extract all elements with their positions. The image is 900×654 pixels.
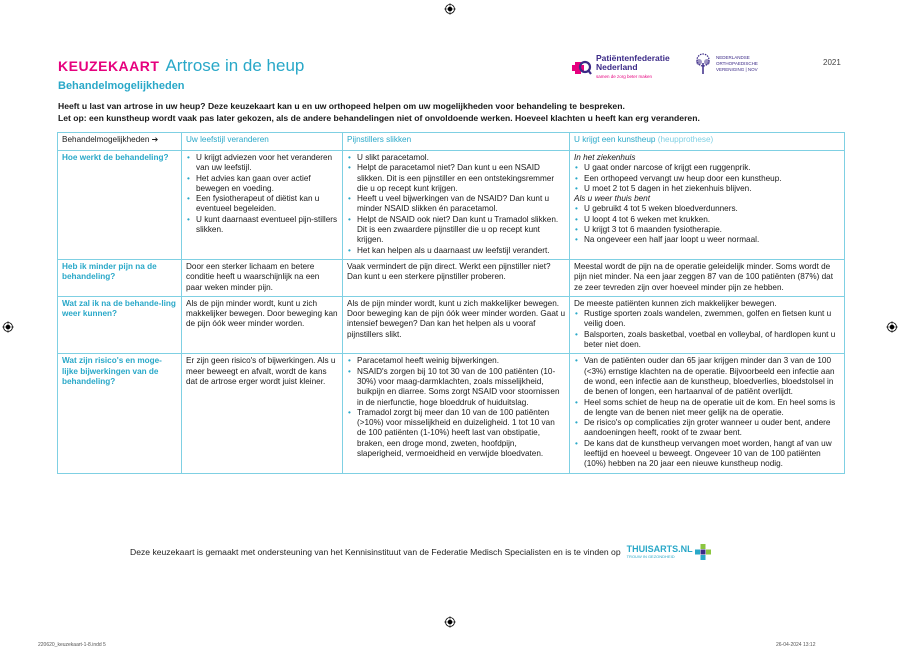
intro-line-2: Let op: een kunstheup wordt vaak pas later gekozen, als de andere behandelingen niet of onvoldoende werken. Hoeveel klachten u heeft kan erg veranderen. — [58, 113, 700, 123]
year-label: 2021 — [823, 58, 841, 67]
row-question: Wat zal ik na de behande-ling weer kunnen? — [58, 296, 182, 353]
list-item: • Balsporten, zoals basketbal, voetbal en volleybal, of hardlopen kunt u beter niet doen. — [574, 330, 840, 351]
row-question: Wat zijn risico's en moge-lijke bijwerkingen van de behandeling? — [58, 354, 182, 473]
nov-line2: ORTHOPAEDISCHE — [716, 61, 758, 66]
list-item: • U moet 2 tot 5 dagen in het ziekenhuis blijven. — [574, 184, 840, 194]
patientenfederatie-logo — [572, 54, 670, 81]
column-header-painkillers: Pijnstillers slikken — [343, 133, 570, 151]
list-item: • Rustige sporten zoals wandelen, zwemmen, golfen en fietsen kunt u veilig doen. — [574, 309, 840, 330]
table-cell — [182, 151, 343, 260]
column-header-options: Behandelmogelijkheden ➔ — [58, 133, 182, 151]
list-item: • U gaat onder narcose of krijgt een ruggenprik. — [574, 163, 840, 173]
table-cell — [570, 296, 845, 353]
list-item: • Van de patiënten ouder dan 65 jaar krijgen minder dan 3 van de 100 (<3%) ernstige klachten na de operatie. Bijvoorbeeld een infectie aan de wond, een infectie aan de kunstheup, bloedverlies, bloedstolsel in de benen of longen, een hartaanval of de patiënt overlijdt. — [574, 356, 840, 397]
list-item: • U kunt daarnaast eventueel pijn-stillers slikken. — [186, 215, 338, 236]
registration-mark-top — [444, 3, 456, 15]
keuzekaart-label: KEUZEKAART — [58, 58, 160, 74]
thuisarts-tagline: TROUW IN GEZONDHEID — [626, 554, 675, 559]
table-cell: Er zijn geen risico's of bijwerkingen. Als u meer beweegt en afvalt, wordt de kans dat de artrose erger wordt juist kleiner. — [182, 354, 343, 473]
list-item: • U krijgt 3 tot 6 maanden fysiotherapie. — [574, 225, 840, 235]
page-subtitle: Behandelmogelijkheden — [58, 80, 185, 92]
title-text: Artrose in de heup — [165, 56, 305, 75]
intro-text — [58, 100, 858, 124]
list-item: • Een orthopeed vervangt uw heup door een kunstheup. — [574, 174, 840, 184]
list-item: • Na ongeveer een half jaar loopt u weer normaal. — [574, 235, 840, 245]
list-item: • U krijgt adviezen voor het veranderen van uw leefstijl. — [186, 153, 338, 174]
table-cell: Meestal wordt de pijn na de operatie geleidelijk minder. Soms wordt de pijn niet minder. Na een jaar zeggen 87 van de 100 patiënten (87%) dat ze zeer tevreden zijn over hoeveel minder pijn ze hebben. — [570, 259, 845, 296]
footer — [130, 544, 711, 560]
print-slug-timestamp: 26-04-2024 13:12 — [776, 642, 816, 648]
table-cell: Door een sterker lichaam en betere conditie heeft u waarschijnlijk na een paar weken minder pijn. — [182, 259, 343, 296]
thuisarts-logo[interactable] — [627, 544, 711, 560]
table-row — [58, 259, 845, 296]
list-item: • Tramadol zorgt bij meer dan 10 van de 100 patiënten (>10%) voor misselijkheid en duizeligheid. 1 tot 10 van de 100 patiënten (1-10%) heeft last van obstipatie, braken, een droge mond, zweten, hoofdpijn, slaperigheid, vermoeidheid en verwijde bloedvaten. — [347, 408, 565, 459]
list-item: • Een fysiotherapeut of diëtist kan u eventueel begeleiden. — [186, 194, 338, 215]
table-cell — [343, 151, 570, 260]
table-row — [58, 296, 845, 353]
list-item: • Helpt de NSAID ook niet? Dan kunt u Tramadol slikken. Dit is een zwaardere pijnstiller die u op recept kunt krijgen. — [347, 215, 565, 246]
list-item: • Het advies kan gaan over actief bewegen en voeding. — [186, 174, 338, 195]
table-cell — [343, 354, 570, 473]
subheading-hospital: In het ziekenhuis — [574, 153, 636, 162]
list-item: • U slikt paracetamol. — [347, 153, 565, 163]
table-row — [58, 354, 845, 473]
nov-line1: NEDERLANDSE — [716, 55, 750, 60]
list-item: • De risico's op complicaties zijn groter wanneer u ouder bent, andere aandoeningen heeft, rookt of te zwaar bent. — [574, 418, 840, 439]
table-header-row — [58, 133, 845, 151]
hip-replacement-sublabel: (heupprothese) — [657, 135, 714, 144]
pf-tagline: samen de zorg beter maken — [596, 74, 653, 79]
registration-mark-bottom — [444, 616, 456, 628]
subheading-home: Als u weer thuis bent — [574, 194, 651, 204]
list-item: • De kans dat de kunstheup vervangen moet worden, hangt af van uw leeftijd en hoeveel u beweegt. Ongeveer 10 van de 100 patiënten (10%) hebben na 20 jaar een nieuwe kunstheup nodig. — [574, 439, 840, 470]
list-item: • U loopt 4 tot 6 weken met krukken. — [574, 215, 840, 225]
page-title — [58, 56, 304, 76]
pf-name-line1: Patiëntenfederatie — [596, 53, 670, 63]
registration-mark-left — [2, 321, 14, 333]
row-question: Heb ik minder pijn na de behandeling? — [58, 259, 182, 296]
table-cell — [570, 354, 845, 473]
list-item: • Het kan helpen als u daarnaast uw leefstijl verandert. — [347, 246, 565, 256]
row-question: Hoe werkt de behandeling? — [58, 151, 182, 260]
tree-icon — [693, 53, 713, 75]
nov-logo — [693, 53, 758, 75]
list-item: • U gebruikt 4 tot 5 weken bloedverdunners. — [574, 204, 840, 214]
nov-line3: VERENIGING | NOV — [716, 67, 758, 72]
table-cell — [570, 151, 845, 260]
list-item: • Paracetamol heeft weinig bijwerkingen. — [347, 356, 565, 366]
plus-cross-icon — [695, 544, 711, 560]
registration-mark-right — [886, 321, 898, 333]
intro-line-1: Heeft u last van artrose in uw heup? Deze keuzekaart kan u en uw orthopeed helpen om uw mogelijkheden voor behandeling te bespreken. — [58, 101, 625, 111]
patientenfederatie-icon — [572, 58, 592, 78]
table-cell: Als de pijn minder wordt, kunt u zich makkelijker bewegen. Door beweging kan de pijn óók weer minder worden. — [182, 296, 343, 353]
options-table — [57, 132, 845, 474]
column-header-lifestyle: Uw leefstijl veranderen — [182, 133, 343, 151]
hip-replacement-label: U krijgt een kunstheup — [574, 135, 656, 144]
list-item: • Heel soms schiet de heup na de operatie uit de kom. En heel soms is de lengte van de benen niet meer gelijk na de operatie. — [574, 398, 840, 419]
pf-name-line2: Nederland — [596, 62, 638, 72]
list-item: • Helpt de paracetamol niet? Dan kunt u een NSAID slikken. Dit is een pijnstiller en een ontstekingsremmer die u op recept kunt krijgen. — [347, 163, 565, 194]
column-header-hip-replacement — [570, 133, 845, 151]
list-item: • NSAID's zorgen bij 10 tot 30 van de 100 patiënten (10-30%) voor maag-darmklachten, zoals misselijkheid, buikpijn en diarree. Soms zorgt NSAID voor stoornissen in de nierfunctie, hoge bloeddruk of huiduitslag. — [347, 367, 565, 408]
cell-intro: De meeste patiënten kunnen zich makkelijker bewegen. — [574, 298, 777, 308]
table-row — [58, 151, 845, 260]
print-slug-file: 220620_keuzekaart-1-8.indd 5 — [38, 642, 106, 648]
thuisarts-brand: THUISARTS.NL — [626, 544, 693, 554]
table-cell: Als de pijn minder wordt, kunt u zich makkelijker bewegen. Door beweging kan de pijn óók weer minder worden. Gaat u intensief bewegen? Dan kan het helpen als u vooraf pijnstillers slikt. — [343, 296, 570, 353]
list-item: • Heeft u veel bijwerkingen van de NSAID? Dan kunt u minder NSAID slikken én paracetamol. — [347, 194, 565, 215]
footer-text: Deze keuzekaart is gemaakt met ondersteuning van het Kennisinstituut van de Federatie Medisch Specialisten en is te vinden op — [130, 547, 621, 557]
table-cell: Vaak vermindert de pijn direct. Werkt een pijnstiller niet? Dan kunt u een sterkere pijnstiller proberen. — [343, 259, 570, 296]
